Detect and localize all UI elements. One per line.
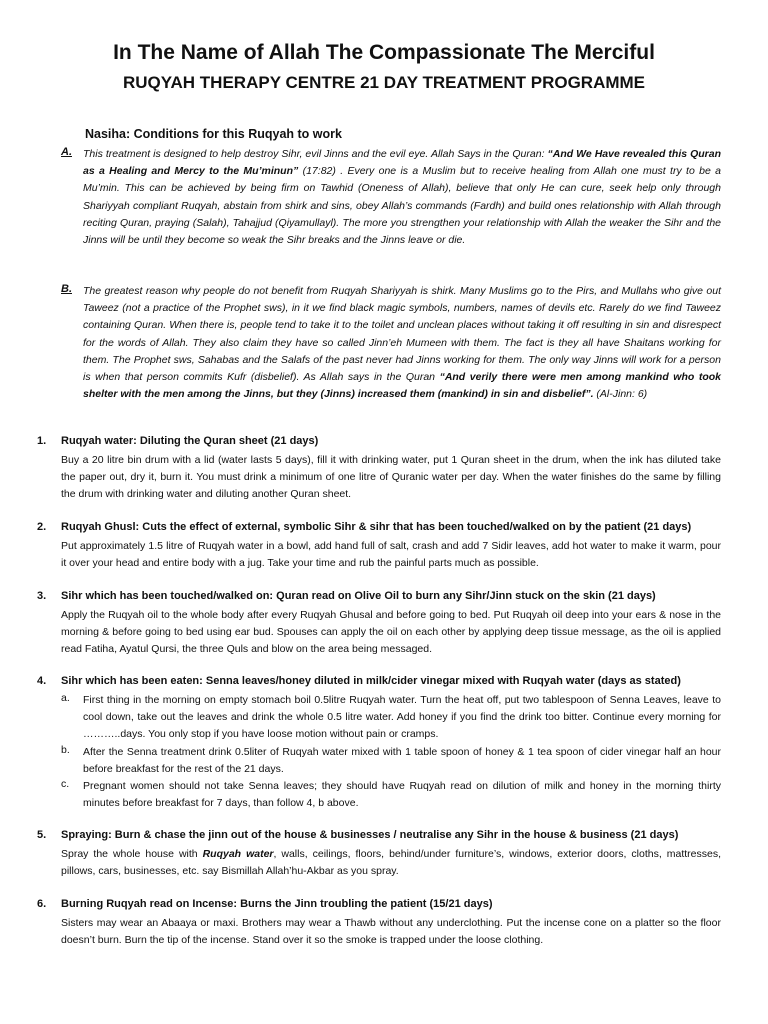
sub-item-text: First thing in the morning on empty stomach boil 0.5litre Ruqyah water. Turn the heat off, put two tablespoon of Senna Leaves, leave to cool down, take out the leaves and drink the whole 0.5 litre water. Add honey if you find the drink too bitter. Continue every morning for ………..days. You only stop if you have loose motion without pain or cramps. — [83, 694, 721, 741]
sub-item-text: After the Senna treatment drink 0.5liter of Ruqyah water mixed with 1 table spoon of honey & 1 tea spoon of cider vinegar half an hour before breakfast for the rest of the 21 days. — [83, 746, 721, 776]
section-number: 6. — [37, 898, 47, 910]
sub-item-text: Pregnant women should not take Senna leaves; they should have Ruqyah read on dilution of milk and honey in the morning thirty minutes before breakfast for 7 days, than follow 4, b above. — [83, 780, 721, 810]
section-heading: Ruqyah water: Diluting the Quran sheet (21 days) — [61, 435, 319, 447]
condition-text-part: (17:82) . Every one is a Muslim but to receive healing from Allah one must try to be a Mu’min. This can be achieved by being firm on Tawhid (Oneness of Allah), believe that only He can cure, seek help only through Shariyyah compliant Ruqyah, abstain from shirk and sins, obey Allah’s commands (Fardh) and build ones relationship with Allah through reciting Quran, praying (Salah), Tahajjud (Qiyamullayl). The more you strengthen your relationship with Allah the weaker the Sihr and the Jinns will be until they become so weak the Sihr breaks and the Jinns leave or die. — [83, 165, 721, 247]
section-number: 5. — [37, 829, 47, 841]
sub-item-label: c. — [61, 778, 70, 790]
section-number: 2. — [37, 521, 47, 533]
quran-quote: “And verily there were men among mankind who took shelter with the men among the Jinns, but they (Jinns) increased them (mankind) in sin and disbelief”. — [83, 371, 721, 401]
sub-item-label: a. — [61, 692, 70, 704]
section-number: 4. — [37, 675, 47, 687]
section-heading: Spraying: Burn & chase the jinn out of the house & businesses / neutralise any Sihr in the house & business (21 days) — [61, 829, 679, 841]
section-heading: Sihr which has been touched/walked on: Quran read on Olive Oil to burn any Sihr/Jinn stuck on the skin (21 days) — [61, 590, 656, 602]
section-body: Apply the Ruqyah oil to the whole body after every Ruqyah Ghusal and before going to bed. Put Ruqyah oil deep into your ears & nose in the morning & before going to bed using ear bud. Spouses can apply the oil on each other by applying deep tissue message, as the oil is applied read Fatiha, Ayatul Qursi, the three Quls and blow on the area being messaged. — [61, 609, 721, 656]
section-number: 1. — [37, 435, 47, 447]
page-subtitle: RUQYAH THERAPY CENTRE 21 DAY TREATMENT PROGRAMME — [122, 73, 646, 92]
section-number: 3. — [37, 590, 47, 602]
section-body — [61, 846, 721, 880]
condition-text-part: This treatment is designed to help destroy Sihr, evil Jinns and the evil eye. Allah Says in the Quran: — [83, 148, 548, 160]
section-heading: Burning Ruqyah read on Incense: Burns the Jinn troubling the patient (15/21 days) — [61, 898, 493, 910]
section-body: Put approximately 1.5 litre of Ruqyah water in a bowl, add hand full of salt, crash and add 7 Sidir leaves, add hot water to make it warm, pour it over your head and entire body with a jug. Take your time and rub the painful parts much as possible. — [61, 540, 721, 570]
emphasis-ruqyah-water: Ruqyah water — [202, 848, 274, 860]
nasiha-heading: Nasiha: Conditions for this Ruqyah to work — [85, 127, 342, 141]
section-heading: Ruqyah Ghusl: Cuts the effect of external, symbolic Sihr & sihr that has been touched/walked on by the patient (21 days) — [61, 521, 692, 533]
page-title: In The Name of Allah The Compassionate The Merciful — [113, 41, 655, 64]
section-body-part: Spray the whole house with — [61, 848, 203, 860]
condition-label: B. — [61, 283, 72, 295]
section-body: Sisters may wear an Abaaya or maxi. Brothers may wear a Thawb without any underclothing. Put the incense cone on a platter so the floor doesn’t burn. Burn the tip of the incense. Stand over it so the smoke is trapped under the loose clothing. — [61, 917, 721, 947]
condition-label: A. — [61, 146, 72, 158]
condition-text — [83, 146, 721, 249]
section-body-part: , walls, ceilings, floors, behind/under furniture’s, windows, exterior doors, cloths, mattresses, pillows, cars, businesses, etc. say Bismillah Allah’hu-Akbar as you spray. — [61, 848, 722, 878]
section-body: Buy a 20 litre bin drum with a lid (water lasts 5 days), fill it with drinking water, put 1 Quran sheet in the drum, when the ink has diluted take the paper out, dry it, burn it. You must drink a minimum of one litre of Quranic water per day. When the water finishes do the same by filling the drum with drinking water and diluting another Quran sheet. — [61, 454, 721, 501]
condition-text-part: (Al-Jinn: 6) — [593, 388, 648, 401]
condition-text-part: The greatest reason why people do not benefit from Ruqyah Shariyyah is shirk. Many Muslims go to the Pirs, and Mullahs who give out Taweez (not a practice of the Prophet sws), in it we find black magic symbols, numbers, names of devils etc. Rarely do we find Taweez containing Quran. When there is, people tend to take it to the toilet and unclean places without taking it off resulting in sin and disrespect for the words of Allah. They also claim they have so called Jinn’eh Mumeen with them. The fact is they all have Shaitans working for them. The Prophet sws, Sahabas and the Salafs of the past never had Jinns working for them. The only way Jinns will work for a person is when that person commits Kufr (disbelief). As Allah says in the Quran — [83, 285, 721, 384]
condition-text — [83, 283, 721, 403]
sub-item-label: b. — [61, 744, 70, 756]
quran-quote: “And We Have revealed this Quran as a Healing and Mercy to the Mu’minun” — [83, 148, 721, 178]
section-heading: Sihr which has been eaten: Senna leaves/honey diluted in milk/cider vinegar mixed with Ruqyah water (days as stated) — [61, 675, 681, 687]
